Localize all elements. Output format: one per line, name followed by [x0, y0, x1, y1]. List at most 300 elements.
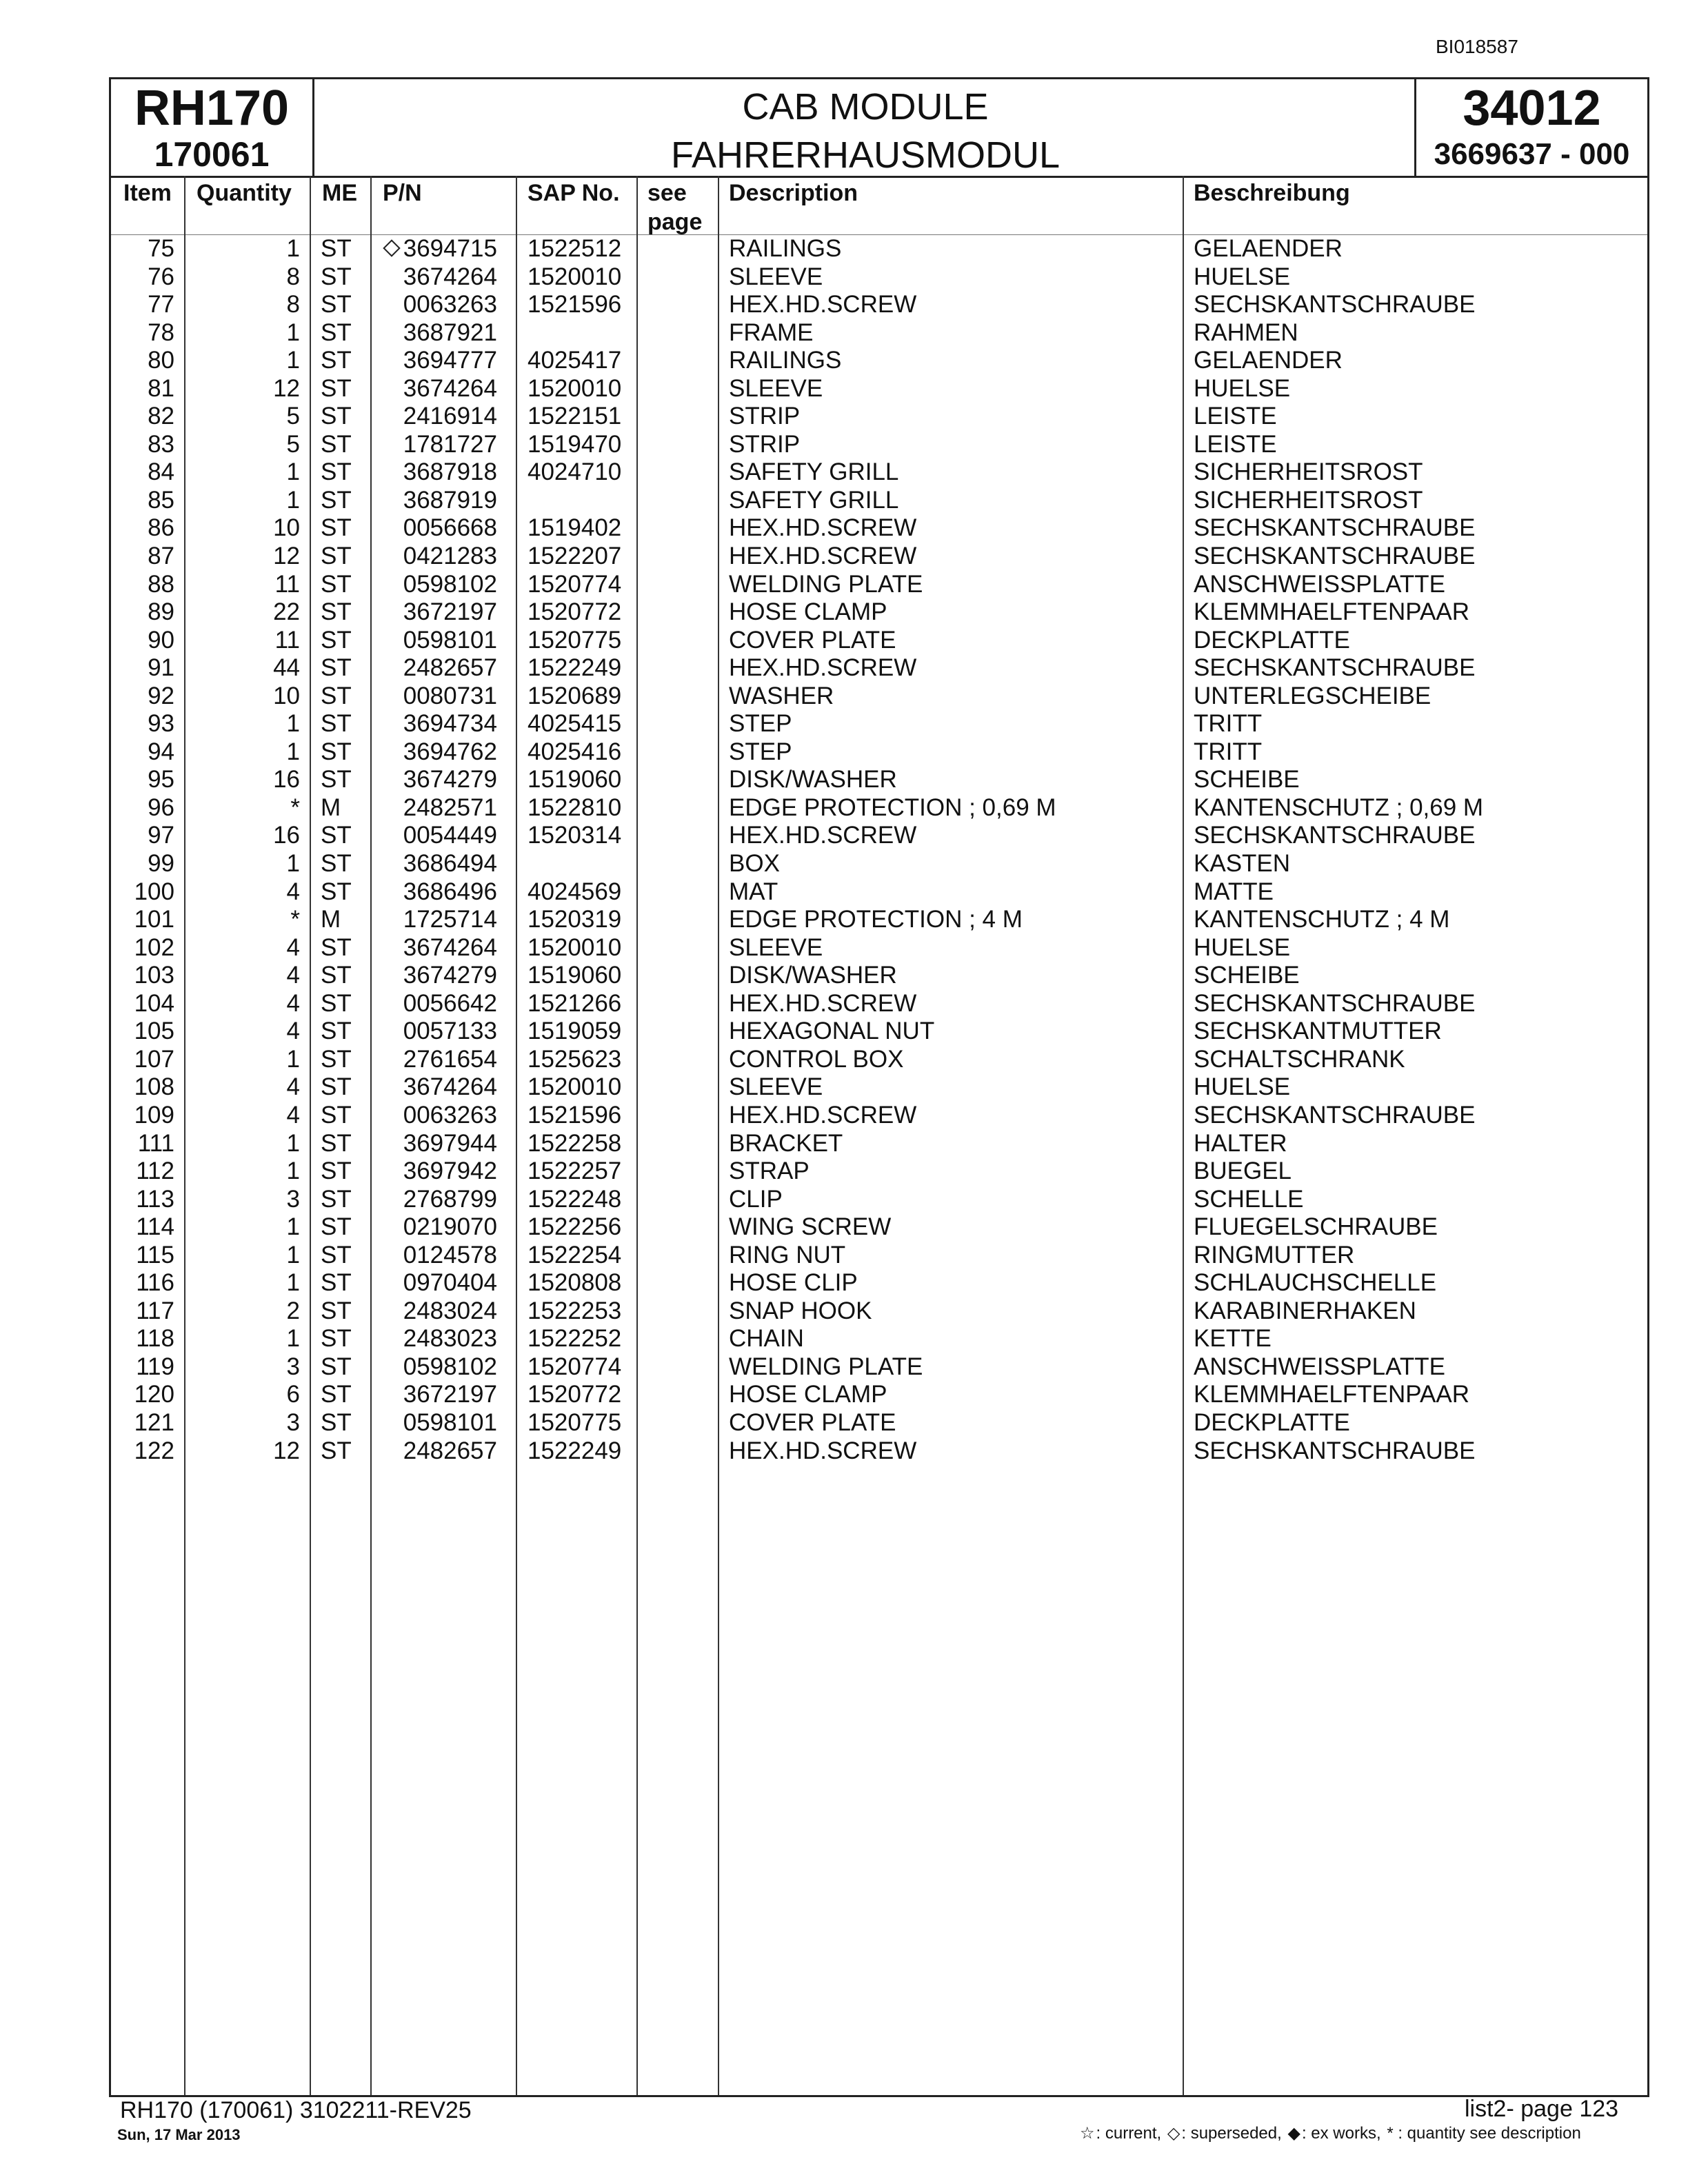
- cell-sap-text: 1519059: [528, 1018, 622, 1045]
- cell-description-text: CHAIN: [729, 1325, 804, 1353]
- cell-quantity: [185, 403, 300, 430]
- cell-sap-text: 1521266: [528, 989, 622, 1017]
- cell-quantity: [185, 319, 300, 347]
- cell-sap-text: 1520319: [528, 906, 622, 933]
- cell-beschreibung-text: LEISTE: [1194, 403, 1277, 430]
- cell-me-text: ST: [321, 1408, 352, 1436]
- cell-quantity: [185, 1353, 300, 1381]
- cell-beschreibung-text: HUELSE: [1194, 263, 1291, 290]
- table-row: [111, 1409, 1647, 1437]
- cell-pn: [376, 738, 497, 766]
- cell-me-text: ST: [321, 486, 352, 514]
- cell-beschreibung: [1194, 990, 1475, 1018]
- cell-description: [729, 487, 898, 514]
- cell-item: [111, 1269, 174, 1297]
- cell-me: [321, 375, 352, 403]
- cell-quantity: [185, 682, 300, 710]
- cell-me-text: ST: [321, 1353, 352, 1380]
- cell-me-text: ST: [321, 458, 352, 486]
- cell-item-text: 117: [136, 1297, 174, 1324]
- cell-pn: [376, 235, 497, 263]
- cell-me: [321, 571, 352, 598]
- cell-sap: [528, 1325, 621, 1353]
- cell-item: [111, 682, 174, 710]
- cell-quantity: [185, 1157, 300, 1185]
- cell-beschreibung: [1194, 878, 1274, 906]
- cell-quantity: [185, 1437, 300, 1465]
- cell-quantity: [185, 654, 300, 682]
- table-row: [111, 1130, 1647, 1158]
- cell-beschreibung-text: DECKPLATTE: [1194, 1408, 1350, 1436]
- title-block: [314, 79, 1416, 177]
- cell-beschreibung: [1194, 431, 1277, 458]
- cell-sap-text: 1525623: [528, 1045, 622, 1073]
- table-row: [111, 766, 1647, 794]
- cell-beschreibung-text: SICHERHEITSROST: [1194, 486, 1423, 514]
- cell-me-text: ST: [321, 403, 352, 430]
- cell-me: [321, 878, 352, 906]
- table-row: [111, 906, 1647, 934]
- table-row: [111, 738, 1647, 767]
- cell-description: [729, 319, 814, 347]
- table-row: [111, 962, 1647, 990]
- cell-description: [729, 1353, 923, 1381]
- cell-pn: [376, 1018, 497, 1045]
- cell-sap: [528, 1018, 621, 1045]
- cell-sap: [528, 627, 621, 654]
- cell-beschreibung: [1194, 934, 1290, 962]
- cell-me: [321, 263, 352, 291]
- cell-quantity-text: 4: [286, 933, 300, 961]
- cell-item: [111, 487, 174, 514]
- cell-quantity: [185, 738, 300, 766]
- table-row: [111, 571, 1647, 599]
- cell-sap: [528, 291, 621, 318]
- cell-quantity-text: 1: [286, 738, 300, 765]
- cell-beschreibung-text: SECHSKANTSCHRAUBE: [1194, 654, 1476, 682]
- cell-description-text: CLIP: [729, 1185, 783, 1213]
- cell-beschreibung-text: TRITT: [1194, 738, 1263, 765]
- cell-quantity: [185, 934, 300, 962]
- cell-sap: [528, 514, 621, 542]
- model-block: [111, 79, 312, 174]
- cell-beschreibung-text: GELAENDER: [1194, 235, 1343, 262]
- cell-beschreibung: [1194, 1325, 1272, 1353]
- cell-sap: [528, 347, 621, 374]
- cell-beschreibung: [1194, 654, 1475, 682]
- cell-item: [111, 710, 174, 738]
- cell-item: [111, 263, 174, 291]
- cell-me-text: ST: [321, 654, 352, 682]
- cell-beschreibung-text: SCHEIBE: [1194, 766, 1300, 793]
- cell-me: [321, 514, 352, 542]
- cell-sap-text: 1520772: [528, 1381, 622, 1408]
- cell-item: [111, 1102, 174, 1129]
- column-header-item: Item: [123, 180, 172, 206]
- cell-beschreibung-text: KASTEN: [1194, 850, 1291, 878]
- cell-pn: [376, 571, 497, 598]
- cell-description: [729, 710, 792, 738]
- cell-pn: [376, 962, 497, 989]
- cell-item: [111, 878, 174, 906]
- cell-me-text: ST: [321, 318, 352, 346]
- cell-sap-text: 1519060: [528, 962, 622, 989]
- cell-quantity: [185, 375, 300, 403]
- cell-item-text: 114: [136, 1213, 174, 1241]
- cell-item-text: 109: [134, 1101, 174, 1129]
- cell-sap: [528, 822, 621, 849]
- cell-me-text: ST: [321, 933, 352, 961]
- cell-me-text: ST: [321, 1297, 352, 1324]
- cell-me-text: ST: [321, 1325, 352, 1353]
- cell-description: [729, 1073, 823, 1101]
- cell-description-text: SAFETY GRILL: [729, 486, 899, 514]
- cell-me-text: ST: [321, 989, 352, 1017]
- cell-pn-text: 1781727: [403, 430, 497, 458]
- cell-item-text: 116: [136, 1269, 174, 1297]
- cell-beschreibung: [1194, 682, 1431, 710]
- cell-me: [321, 1297, 352, 1325]
- cell-me: [321, 1353, 352, 1381]
- cell-description-text: SNAP HOOK: [729, 1297, 872, 1324]
- cell-description-text: COVER PLATE: [729, 1408, 896, 1436]
- cell-pn-text: 2768799: [403, 1185, 497, 1213]
- cell-pn: [376, 682, 497, 710]
- cell-quantity-text: 1: [286, 710, 300, 738]
- cell-me: [321, 794, 341, 822]
- cell-item-text: 95: [148, 766, 174, 793]
- cell-sap-text: 1522258: [528, 1129, 622, 1157]
- cell-sap: [528, 1186, 621, 1213]
- cell-item: [111, 1130, 174, 1157]
- cell-beschreibung-text: HUELSE: [1194, 374, 1291, 402]
- cell-beschreibung: [1194, 403, 1277, 430]
- cell-description-text: HOSE CLAMP: [729, 1381, 887, 1408]
- cell-quantity-text: 3: [286, 1185, 300, 1213]
- cell-pn-text: 0421283: [403, 543, 497, 570]
- cell-beschreibung: [1194, 319, 1298, 347]
- cell-beschreibung-text: SECHSKANTSCHRAUBE: [1194, 1437, 1476, 1464]
- cell-me-text: ST: [321, 374, 352, 402]
- cell-me: [321, 1437, 352, 1465]
- table-row: [111, 682, 1647, 711]
- cell-me: [321, 1409, 352, 1437]
- cell-beschreibung: [1194, 1297, 1416, 1325]
- cell-pn-text: 3674264: [403, 263, 497, 290]
- cell-pn: [376, 990, 497, 1018]
- cell-description-text: HEX.HD.SCREW: [729, 989, 917, 1017]
- cell-quantity-text: 1: [286, 1129, 300, 1157]
- cell-quantity: [185, 1381, 300, 1408]
- legend-current: : current,: [1096, 2124, 1162, 2143]
- cell-quantity: [185, 1102, 300, 1129]
- cell-pn-text: 0063263: [403, 291, 497, 318]
- cell-description: [729, 1242, 845, 1269]
- cell-description: [729, 1130, 843, 1157]
- cell-item: [111, 543, 174, 570]
- cell-pn: [376, 263, 497, 291]
- cell-me-text: ST: [321, 598, 352, 626]
- table-row: [111, 1437, 1647, 1466]
- cell-beschreibung: [1194, 458, 1423, 486]
- cell-sap: [528, 906, 621, 933]
- cell-sap: [528, 1269, 621, 1297]
- cell-pn: [376, 1046, 497, 1073]
- cell-me: [321, 990, 352, 1018]
- cell-quantity-text: 3: [286, 1353, 300, 1380]
- cell-beschreibung-text: SECHSKANTSCHRAUBE: [1194, 989, 1476, 1017]
- title-german: FAHRERHAUSMODUL: [670, 134, 1061, 176]
- table-row: [111, 1018, 1647, 1046]
- symbol-legend: [1080, 2123, 1582, 2143]
- cell-beschreibung: [1194, 1213, 1438, 1241]
- cell-pn: [376, 1297, 497, 1325]
- cell-quantity-text: 3: [286, 1408, 300, 1436]
- cell-item: [111, 347, 174, 374]
- cell-quantity: [185, 906, 300, 933]
- cell-beschreibung: [1194, 487, 1423, 514]
- cell-me-text: ST: [321, 850, 352, 878]
- cell-pn: [376, 1325, 497, 1353]
- cell-pn-text: 0970404: [403, 1269, 497, 1297]
- cell-description-text: STRAP: [729, 1157, 810, 1185]
- group-number: 34012: [1463, 81, 1601, 136]
- cell-me-text: ST: [321, 1101, 352, 1129]
- cell-sap: [528, 1046, 621, 1073]
- cell-beschreibung-text: KARABINERHAKEN: [1194, 1297, 1416, 1324]
- cell-description: [729, 1297, 872, 1325]
- cell-item-text: 75: [148, 235, 174, 262]
- cell-description: [729, 627, 896, 654]
- cell-quantity: [185, 487, 300, 514]
- table-row: [111, 1102, 1647, 1130]
- drawing-number: 3669637 - 000: [1434, 137, 1630, 171]
- cell-me: [321, 1269, 352, 1297]
- cell-item: [111, 1325, 174, 1353]
- cell-beschreibung: [1194, 514, 1475, 542]
- cell-quantity: [185, 235, 300, 263]
- table-row: [111, 431, 1647, 459]
- cell-beschreibung-text: SECHSKANTSCHRAUBE: [1194, 543, 1476, 570]
- cell-item: [111, 1073, 174, 1101]
- cell-description: [729, 431, 800, 458]
- cell-quantity-text: 1: [286, 1045, 300, 1073]
- cell-beschreibung: [1194, 1437, 1475, 1465]
- cell-beschreibung-text: SECHSKANTSCHRAUBE: [1194, 1101, 1476, 1129]
- cell-item-text: 101: [134, 906, 174, 933]
- cell-sap: [528, 1213, 621, 1241]
- cell-sap: [528, 1381, 621, 1408]
- cell-description-text: RAILINGS: [729, 347, 842, 374]
- cell-pn: [376, 458, 497, 486]
- legend-quantity-note: * : quantity see description: [1387, 2124, 1581, 2143]
- cell-description-text: HEX.HD.SCREW: [729, 514, 917, 542]
- cell-beschreibung-text: SCHEIBE: [1194, 962, 1300, 989]
- cell-description: [729, 543, 916, 570]
- column-header-pn: P/N: [383, 180, 422, 206]
- table-row: [111, 990, 1647, 1018]
- cell-description: [729, 738, 792, 766]
- cell-quantity: [185, 990, 300, 1018]
- table-row: [111, 1046, 1647, 1074]
- cell-description-text: RING NUT: [729, 1241, 846, 1268]
- cell-pn: [376, 710, 497, 738]
- cell-item: [111, 627, 174, 654]
- cell-beschreibung: [1194, 1381, 1469, 1408]
- cell-description-text: HEXAGONAL NUT: [729, 1018, 935, 1045]
- cell-quantity-text: 5: [286, 403, 300, 430]
- cell-pn-text: 3697944: [403, 1129, 497, 1157]
- cell-me: [321, 1157, 352, 1185]
- cell-item: [111, 1186, 174, 1213]
- cell-item-text: 113: [136, 1185, 174, 1213]
- cell-item: [111, 1409, 174, 1437]
- cell-quantity: [185, 1242, 300, 1269]
- cell-sap-text: 1520010: [528, 1073, 622, 1101]
- cell-quantity-text: 1: [286, 1269, 300, 1297]
- cell-quantity: [185, 1213, 300, 1241]
- cell-beschreibung-text: SECHSKANTSCHRAUBE: [1194, 291, 1476, 318]
- cell-beschreibung-text: TRITT: [1194, 710, 1263, 738]
- cell-pn: [376, 654, 497, 682]
- cell-pn: [376, 514, 497, 542]
- cell-me: [321, 822, 352, 849]
- cell-item-text: 77: [148, 291, 174, 318]
- cell-pn-text: 3672197: [403, 1381, 497, 1408]
- cell-sap-text: 1520010: [528, 374, 622, 402]
- cell-me: [321, 627, 352, 654]
- cell-item: [111, 598, 174, 626]
- cell-sap: [528, 1157, 621, 1185]
- cell-beschreibung-text: DECKPLATTE: [1194, 626, 1350, 654]
- cell-quantity-text: 11: [274, 570, 300, 598]
- cell-me: [321, 1242, 352, 1269]
- table-row: [111, 1073, 1647, 1102]
- cell-description: [729, 1046, 903, 1073]
- cell-pn-text: 3674279: [403, 766, 497, 793]
- table-row: [111, 319, 1647, 347]
- table-row: [111, 514, 1647, 543]
- cell-sap-text: 4024569: [528, 878, 622, 905]
- cell-pn: [376, 487, 497, 514]
- column-header-description: Description: [729, 180, 858, 206]
- table-row: [111, 263, 1647, 292]
- cell-beschreibung-text: KLEMMHAELFTENPAAR: [1194, 1381, 1469, 1408]
- cell-item-text: 112: [136, 1157, 174, 1185]
- cell-beschreibung-text: BUEGEL: [1194, 1157, 1292, 1185]
- cell-pn-text: 3674264: [403, 933, 497, 961]
- table-row: [111, 375, 1647, 403]
- table-row: [111, 543, 1647, 571]
- cell-pn: [376, 291, 497, 318]
- cell-sap-text: 1520689: [528, 682, 622, 709]
- cell-sap: [528, 458, 621, 486]
- cell-item: [111, 850, 174, 878]
- cell-beschreibung-text: KANTENSCHUTZ ; 0,69 M: [1194, 793, 1484, 821]
- cell-quantity-text: 1: [286, 318, 300, 346]
- legend-superseded: : superseded,: [1181, 2124, 1282, 2143]
- table-row: [111, 487, 1647, 515]
- document-id: BI018587: [1436, 36, 1518, 57]
- table-row: [111, 878, 1647, 907]
- cell-description: [729, 850, 780, 878]
- cell-me: [321, 850, 352, 878]
- cell-item: [111, 1157, 174, 1185]
- cell-sap: [528, 403, 621, 430]
- cell-pn: [376, 403, 497, 430]
- cell-pn-text: 2482571: [403, 793, 497, 821]
- cell-pn-text: 0056668: [403, 514, 497, 542]
- cell-beschreibung-text: SCHLAUCHSCHELLE: [1194, 1269, 1437, 1297]
- cell-pn-text: 3694715: [403, 235, 497, 262]
- cell-sap: [528, 878, 621, 906]
- column-header-page: page: [647, 209, 703, 235]
- cell-me: [321, 682, 352, 710]
- cell-sap: [528, 1242, 621, 1269]
- cell-quantity-text: 22: [273, 598, 300, 626]
- cell-description-text: COVER PLATE: [729, 626, 896, 654]
- cell-item-text: 96: [148, 793, 174, 821]
- cell-sap: [528, 543, 621, 570]
- cell-me-text: ST: [321, 1129, 352, 1157]
- cell-beschreibung: [1194, 850, 1290, 878]
- cell-sap-text: 1520774: [528, 1353, 622, 1380]
- cell-quantity: [185, 1297, 300, 1325]
- cell-beschreibung-text: LEISTE: [1194, 430, 1277, 458]
- cell-sap-text: 4025417: [528, 347, 622, 374]
- cell-pn: [376, 934, 497, 962]
- cell-description: [729, 1437, 916, 1465]
- cell-beschreibung: [1194, 1130, 1287, 1157]
- cell-sap-text: 1520774: [528, 570, 622, 598]
- cell-beschreibung: [1194, 347, 1343, 374]
- cell-beschreibung-text: SICHERHEITSROST: [1194, 458, 1423, 486]
- diamond-outline-icon: [383, 239, 400, 256]
- cell-description: [729, 794, 1056, 822]
- table-row: [111, 710, 1647, 738]
- table-row: [111, 1157, 1647, 1186]
- cell-description-text: WELDING PLATE: [729, 1353, 923, 1380]
- cell-sap: [528, 766, 621, 793]
- cell-beschreibung-text: SCHELLE: [1194, 1185, 1304, 1213]
- legend-ex-works: : ex works,: [1301, 2124, 1381, 2143]
- cell-pn: [376, 543, 497, 570]
- column-header-quantity: Quantity: [197, 180, 292, 206]
- cell-beschreibung: [1194, 962, 1300, 989]
- cell-sap-text: 1520010: [528, 933, 622, 961]
- cell-description: [729, 263, 823, 291]
- cell-item: [111, 1242, 174, 1269]
- cell-me-text: ST: [321, 514, 352, 542]
- cell-quantity: [185, 458, 300, 486]
- cell-description: [729, 291, 916, 318]
- cell-sap: [528, 794, 621, 822]
- footer-document-ref: RH170 (170061) 3102211-REV25: [120, 2097, 472, 2123]
- group-number-block: [1416, 79, 1647, 174]
- cell-description-text: STEP: [729, 710, 792, 738]
- cell-sap: [528, 682, 621, 710]
- cell-sap: [528, 571, 621, 598]
- table-row: [111, 1297, 1647, 1326]
- cell-sap-text: 1522252: [528, 1325, 622, 1353]
- cell-me-text: ST: [321, 682, 352, 709]
- cell-description: [729, 1269, 858, 1297]
- cell-me-text: ST: [321, 738, 352, 765]
- cell-quantity-text: 4: [286, 1073, 300, 1101]
- cell-item: [111, 738, 174, 766]
- cell-item-text: 103: [134, 962, 174, 989]
- cell-item: [111, 514, 174, 542]
